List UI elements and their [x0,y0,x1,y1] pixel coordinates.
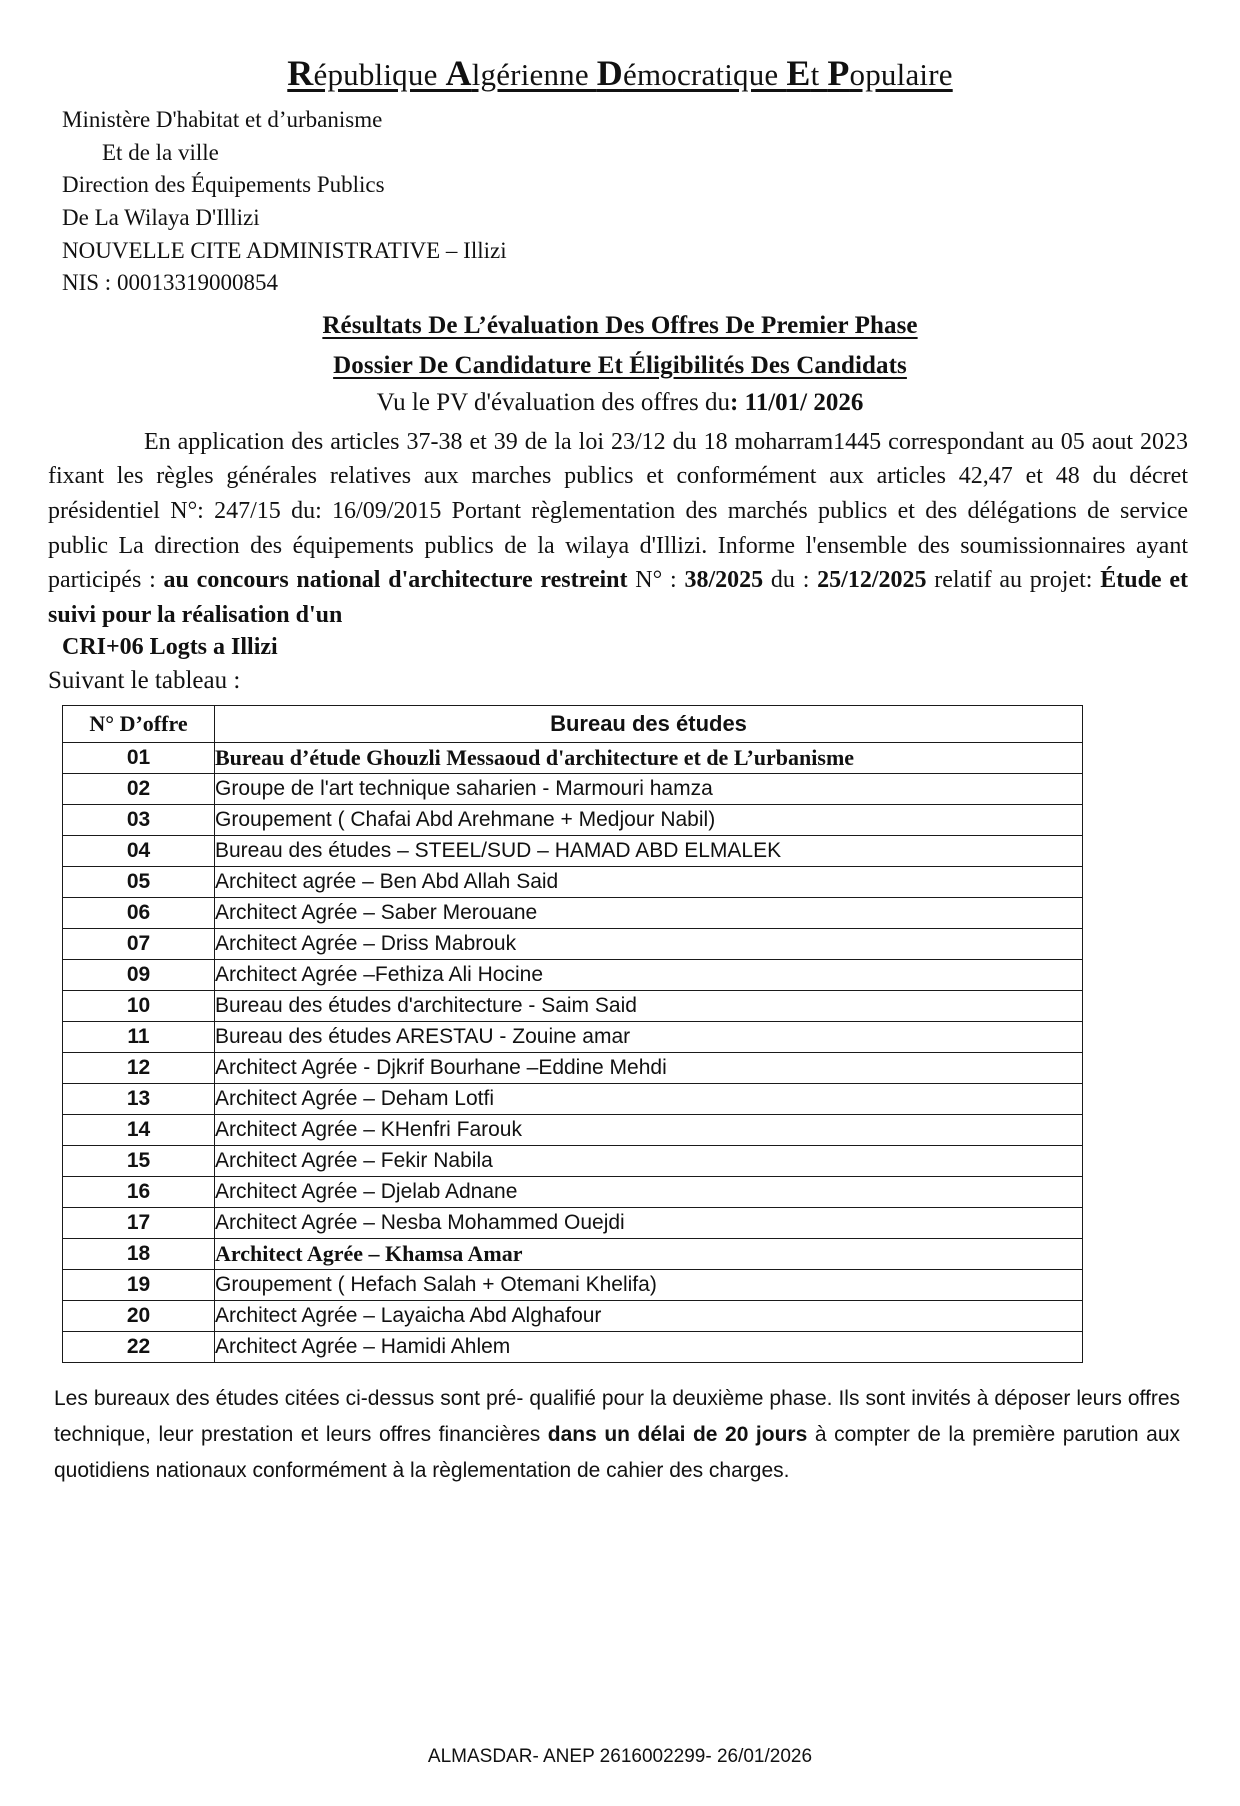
cell-offer-number: 17 [63,1208,215,1239]
cell-offer-number: 13 [63,1084,215,1115]
title-initial-e: E [786,53,811,93]
table-body [63,743,1083,1363]
cell-bureau-name: Architect Agrée - Djkrif Bourhane –Eddine Mehdi [215,1053,1083,1084]
body-bold-concours: au concours national d'architecture restreint [163,567,628,594]
body-bold-date: 25/12/2025 [817,567,927,594]
table-row [63,836,1083,867]
cell-offer-number: 04 [63,836,215,867]
title-initial-d: D [596,53,623,93]
table-row [63,743,1083,774]
title-initial-p: P [827,53,850,93]
cell-bureau-name: Architect Agrée – KHenfri Farouk [215,1115,1083,1146]
org-line-direction: Direction des Équipements Publics [62,172,385,198]
title-word-democratique: émocratique [622,57,787,92]
cell-bureau-name: Bureau des études – STEEL/SUD – HAMAD ABD ELMALEK [215,836,1083,867]
table-row [63,1270,1083,1301]
subtitle-results [0,312,1240,340]
pv-prefix: Vu le PV d'évaluation des offres du [376,388,731,416]
cell-offer-number: 15 [63,1146,215,1177]
org-line-wilaya: De La Wilaya D'Illizi [62,204,260,230]
document-page [0,52,1240,1806]
table-row [63,929,1083,960]
table-row [63,867,1083,898]
cell-bureau-name: Architect Agrée – Khamsa Amar [215,1239,1083,1270]
cell-offer-number: 14 [63,1115,215,1146]
table-row [63,1146,1083,1177]
cell-offer-number: 05 [63,867,215,898]
column-header-bureau: Bureau des études [215,706,1083,743]
table-row [63,774,1083,805]
cell-offer-number: 16 [63,1177,215,1208]
cell-bureau-name: Architect Agrée – Djelab Adnane [215,1177,1083,1208]
cell-bureau-name: Bureau des études ARESTAU - Zouine amar [215,1022,1083,1053]
cell-offer-number: 02 [63,774,215,805]
table-row [63,1022,1083,1053]
cell-offer-number: 03 [63,805,215,836]
cell-bureau-name: Architect Agrée – Driss Mabrouk [215,929,1083,960]
cell-offer-number: 01 [63,743,215,774]
body-segment-3: du : [763,567,818,594]
cell-offer-number: 10 [63,991,215,1022]
body-segment-1: En application des articles 37-38 et 39 de la loi 23/12 du 18 moharram1445 correspondant au 05 aout 2023 fixant les règles générales relatives aux marches publics et conformément aux articles 42,47 et 48 du décret présidentiel N°: 247/15 du: 16/09/2015 Portant règlementation des marchés publics et des délégations de service public La direction des équipements publics de la wilaya d'Illizi. Informe l'ensemble des soumissionnaires ayant participés : [48,428,1188,594]
title-initial-r: R [287,53,314,93]
subtitle-dossier-text: Dossier De Candidature Et Éligibilités Des Candidats [333,351,907,379]
footer-anep-reference: ALMASDAR- ANEP 2616002299- 26/01/2026 [427,1746,813,1767]
pv-date-line [0,389,1240,417]
cell-bureau-name: Groupement ( Hefach Salah + Otemani Khelifa) [215,1270,1083,1301]
table-row [63,1301,1083,1332]
cell-bureau-name: Architect Agrée – Fekir Nabila [215,1146,1083,1177]
title-word-republique: épublique [313,57,446,92]
org-line-ministry: Ministère D'habitat et d’urbanisme [62,107,383,132]
cell-bureau-name: Bureau d’étude Ghouzli Messaoud d'architecture et de L’urbanisme [215,743,1083,774]
table-row [63,960,1083,991]
cell-offer-number: 19 [63,1270,215,1301]
table-row [63,1053,1083,1084]
cell-offer-number: 11 [63,1022,215,1053]
table-row [63,1084,1083,1115]
body-bold-project: Étude et suivi pour la réalisation d'un [48,567,1188,628]
cell-bureau-name: Architect Agrée – Layaicha Abd Alghafour [215,1301,1083,1332]
body-segment-2: N° : [627,567,685,594]
table-row [63,1208,1083,1239]
cell-offer-number: 18 [63,1239,215,1270]
table-header-row [63,706,1083,743]
cell-bureau-name: Architect Agrée – Hamidi Ahlem [215,1332,1083,1363]
table-row [63,1332,1083,1363]
table-row [63,991,1083,1022]
cell-offer-number: 12 [63,1053,215,1084]
cell-offer-number: 20 [63,1301,215,1332]
cell-bureau-name: Architect Agrée – Nesba Mohammed Ouejdi [215,1208,1083,1239]
table-intro-label: Suivant le tableau : [48,667,241,695]
org-line-ville: Et de la ville [102,139,219,165]
org-line-nis: NIS : 00013319000854 [62,270,278,296]
closing-bold-delay: dans un délai de 20 jours [547,1423,808,1447]
cell-bureau-name: Architect agrée – Ben Abd Allah Said [215,867,1083,898]
cell-offer-number: 07 [63,929,215,960]
cell-bureau-name: Groupement ( Chafai Abd Arehmane + Medjour Nabil) [215,805,1083,836]
cell-bureau-name: Groupe de l'art technique saharien - Marmouri hamza [215,774,1083,805]
table-row [63,898,1083,929]
column-header-offer-number: N° D’offre [63,706,215,743]
org-line-address: NOUVELLE CITE ADMINISTRATIVE – Illizi [62,237,507,263]
title-word-populaire: opulaire [849,57,953,92]
page-title [0,52,1240,94]
results-table [62,705,1083,1363]
body-paragraph [48,425,1188,632]
table-row [63,1177,1083,1208]
closing-segment-2: à compter de la première parution aux quotidiens nationaux conformément à la règlementation de cahier des charges. [54,1423,1181,1483]
title-initial-a: A [445,53,472,93]
project-designation: CRI+06 Logts a Illizi [62,634,278,661]
cell-bureau-name: Architect Agrée – Saber Merouane [215,898,1083,929]
organization-block [62,104,1240,300]
body-bold-number: 38/2025 [684,567,764,594]
subtitle-dossier [0,352,1240,380]
body-segment-4: relatif au projet: [926,567,1101,594]
title-word-algerienne: lgérienne [471,57,597,92]
subtitle-results-text: Résultats De L’évaluation Des Offres De Premier Phase [322,311,918,339]
cell-bureau-name: Architect Agrée – Deham Lotfi [215,1084,1083,1115]
closing-segment-1: Les bureaux des études citées ci-dessus sont pré- qualifié pour la deuxième phase. Ils sont invités à déposer leurs offres technique, leur prestation et leurs offres financières [54,1387,1180,1447]
table-row [63,805,1083,836]
cell-offer-number: 06 [63,898,215,929]
pv-date: : 11/01/ 2026 [730,388,864,416]
cell-offer-number: 09 [63,960,215,991]
cell-offer-number: 22 [63,1332,215,1363]
cell-bureau-name: Bureau des études d'architecture - Saim Said [215,991,1083,1022]
title-word-et: t [810,57,828,92]
table-row [63,1115,1083,1146]
cell-bureau-name: Architect Agrée –Fethiza Ali Hocine [215,960,1083,991]
closing-paragraph [54,1381,1180,1489]
table-row [63,1239,1083,1270]
